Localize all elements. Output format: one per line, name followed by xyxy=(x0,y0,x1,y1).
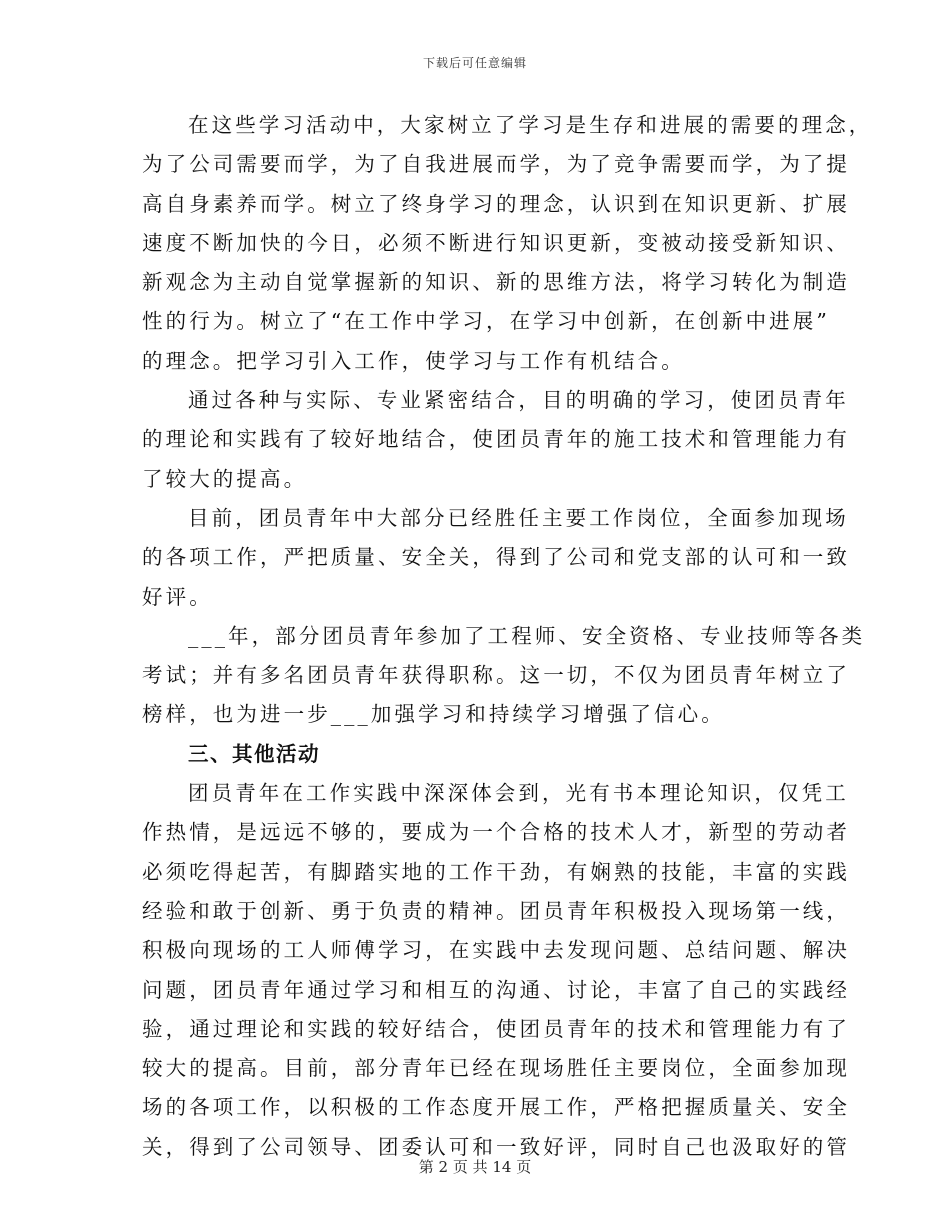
text-line: 在这些学习活动中，大家树立了学习是生存和进展的需要的理念， xyxy=(188,113,873,137)
text-line: 的理论和实践有了较好地结合，使团员青年的施工技术和管理能力有 xyxy=(142,427,850,452)
text-line: 速度不断加快的今日，必须不断进行知识更新，变被动接受新知识、 xyxy=(142,230,850,255)
text-line: 问题，团员青年通过学习和相互的沟通、讨论，丰富了自己的实践经 xyxy=(142,977,850,1002)
section-heading: 三、其他活动 xyxy=(188,741,320,766)
text-line: 作热情，是远远不够的，要成为一个合格的技术人才，新型的劳动者 xyxy=(142,820,850,845)
text-line: ___年，部分团员青年参加了工程师、安全资格、专业技师等各类 xyxy=(188,623,866,648)
text-line: 的理念。把学习引入工作，使学习与工作有机结合。 xyxy=(142,348,685,373)
text-line: 的各项工作，严把质量、安全关，得到了公司和党支部的认可和一致 xyxy=(142,545,850,570)
text-line: 目前，团员青年中大部分已经胜任主要工作岗位，全面参加现场 xyxy=(188,505,849,530)
text-line: 性的行为。树立了“在工作中学习，在学习中创新，在创新中进展” xyxy=(142,309,830,334)
text-line: 为了公司需要而学，为了自我进展而学，为了竞争需要而学，为了提 xyxy=(142,152,850,177)
document-body xyxy=(142,106,873,1167)
text-line: 通过各种与实际、专业紧密结合，目的明确的学习，使团员青年 xyxy=(188,388,849,413)
text-line: 经验和敢于创新、勇于负责的精神。团员青年积极投入现场第一线， xyxy=(142,898,850,923)
text-line: 较大的提高。目前，部分青年已经在现场胜任主要岗位，全面参加现 xyxy=(142,1056,850,1081)
text-line: 团员青年在工作实践中深深体会到，光有书本理论知识，仅凭工 xyxy=(188,781,849,806)
text-line: 好评。 xyxy=(142,584,213,609)
text-line: 关，得到了公司领导、团委认可和一致好评，同时自己也汲取好的管 xyxy=(142,1134,850,1159)
text-line: 榜样，也为进一步___加强学习和持续学习增强了信心。 xyxy=(142,702,725,727)
page-footer: 第 2 页 共 14 页 xyxy=(418,1158,532,1176)
text-line: 验，通过理论和实践的较好结合，使团员青年的技术和管理能力有了 xyxy=(142,1016,850,1041)
text-line: 积极向现场的工人师傅学习，在实践中去发现问题、总结问题、解决 xyxy=(142,938,850,963)
text-line: 高自身素养而学。树立了终身学习的理念，认识到在知识更新、扩展 xyxy=(142,191,850,216)
text-line: 了较大的提高。 xyxy=(142,466,308,491)
text-line: 必须吃得起苦，有脚踏实地的工作干劲，有娴熟的技能，丰富的实践 xyxy=(142,859,850,884)
page-header: 下载后可任意编辑 xyxy=(422,56,527,70)
text-line: 新观念为主动自觉掌握新的知识、新的思维方法，将学习转化为制造 xyxy=(142,270,850,295)
text-line: 考试；并有多名团员青年获得职称。这一切，不仅为团员青年树立了 xyxy=(142,663,850,688)
text-line: 场的各项工作，以积极的工作态度开展工作，严格把握质量关、安全 xyxy=(142,1095,850,1120)
